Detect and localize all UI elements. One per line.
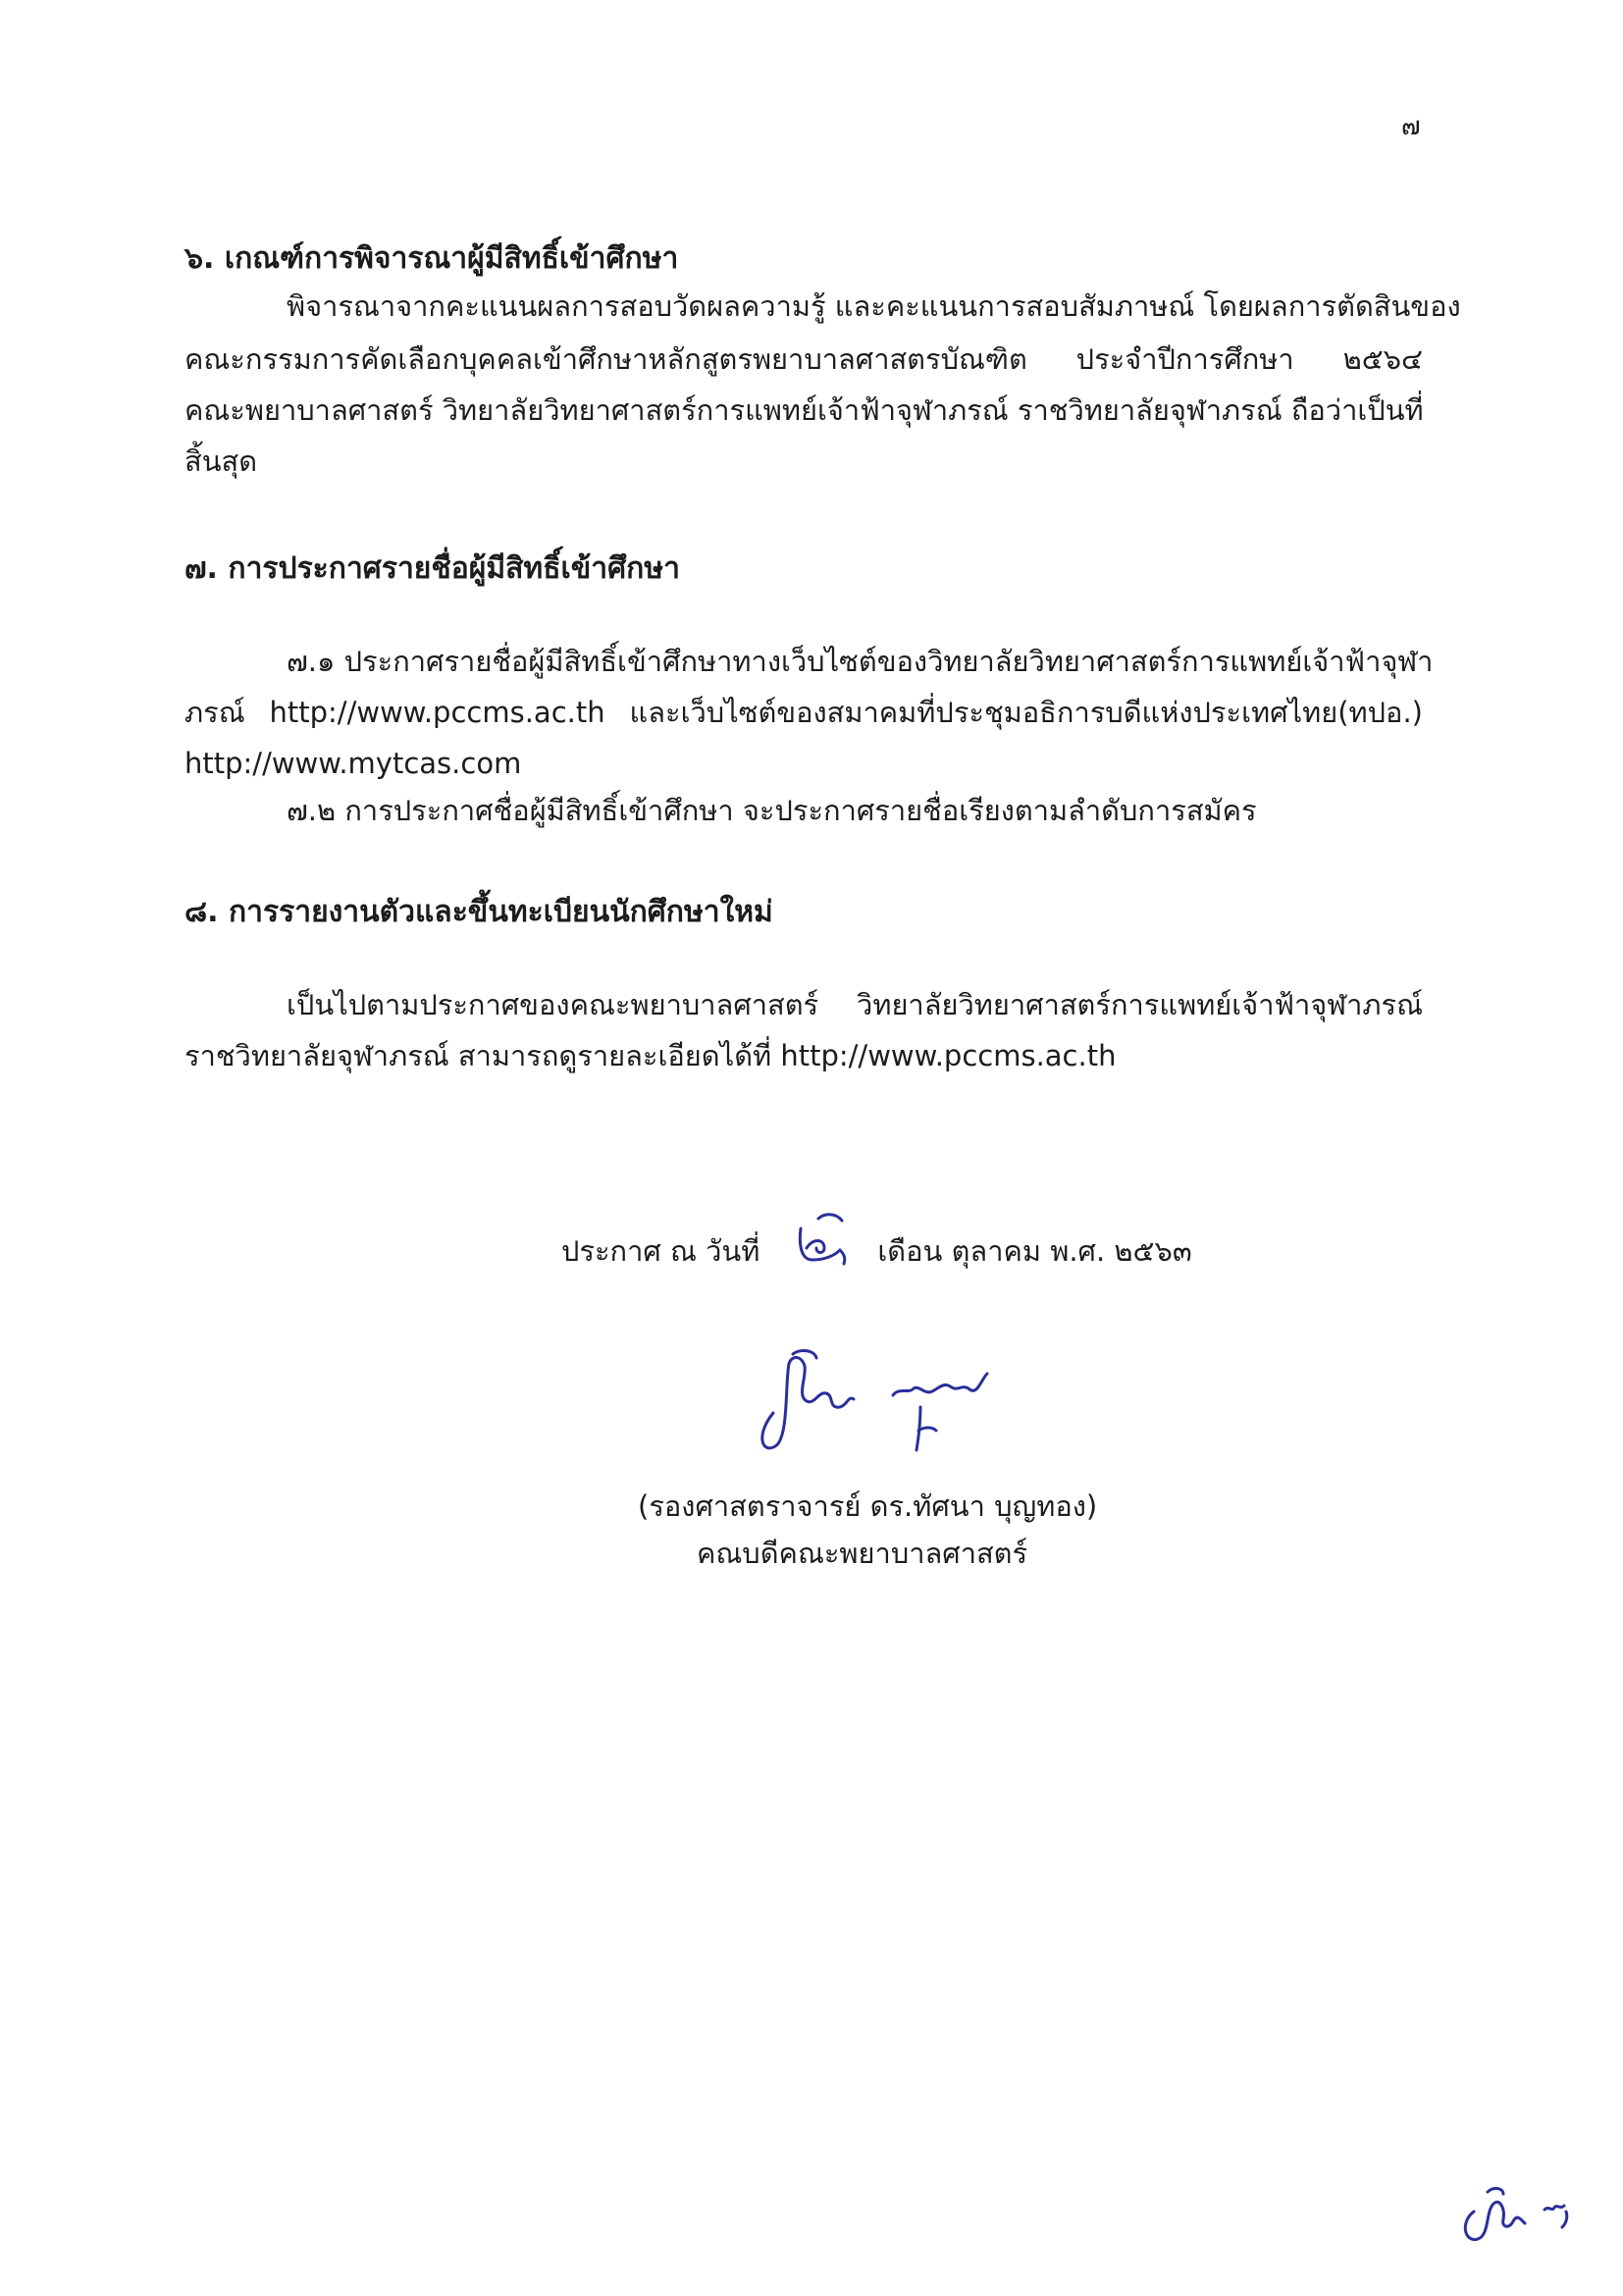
section-6-heading: ๖. เกณฑ์การพิจารณาผู้มีสิทธิ์เข้าศึกษา	[184, 241, 679, 276]
section-7-line-1: ๗.๑ ประกาศรายชื่อผู้มีสิทธิ์เข้าศึกษาทางเว็บไซต์ของวิทยาลัยวิทยาศาสตร์การแพทย์เจ้าฟ้าจุฬา	[287, 645, 1434, 678]
announcement-date	[561, 1228, 1192, 1274]
section-7-line-3: http://www.mytcas.com	[184, 747, 522, 780]
section-7-line-4: ๗.๒ การประกาศชื่อผู้มีสิทธิ์เข้าศึกษา จะประกาศรายชื่อเรียงตามลำดับการสมัคร	[287, 794, 1257, 827]
handwritten-initials	[1452, 2178, 1590, 2257]
signer-title: คณบดีคณะพยาบาลศาสตร์	[697, 1537, 1028, 1570]
signer-name: (รองศาสตราจารย์ ดร.ทัศนา บุญทอง)	[638, 1489, 1098, 1523]
handwritten-day	[785, 1209, 854, 1278]
section-8-line-2: ราชวิทยาลัยจุฬาภรณ์ สามารถดูรายละเอียดได้ที่ http://www.pccms.ac.th	[184, 1039, 1117, 1072]
announcement-suffix: เดือน ตุลาคม พ.ศ. ๒๕๖๓	[877, 1234, 1192, 1268]
section-6-line-2: คณะกรรมการคัดเลือกบุคคลเข้าศึกษาหลักสูตรพยาบาลศาสตรบัณฑิต ประจำปีการศึกษา ๒๕๖๔	[184, 342, 1423, 376]
section-7-line-2: ภรณ์ http://www.pccms.ac.th และเว็บไซต์ของสมาคมที่ประชุมอธิการบดีแห่งประเทศไทย(ทปอ.)	[184, 696, 1423, 729]
signature	[746, 1344, 1001, 1462]
section-6-line-3: คณะพยาบาลศาสตร์ วิทยาลัยวิทยาศาสตร์การแพทย์เจ้าฟ้าจุฬาภรณ์ ราชวิทยาลัยจุฬาภรณ์ ถือว่าเป็นที่	[184, 393, 1424, 427]
announcement-prefix: ประกาศ ณ วันที่	[561, 1234, 760, 1268]
page-number: ๗	[1401, 112, 1421, 141]
section-8-heading: ๘. การรายงานตัวและขึ้นทะเบียนนักศึกษาใหม่	[184, 895, 773, 929]
section-6-line-4: สิ้นสุด	[184, 444, 258, 478]
section-8-line-1: เป็นไปตามประกาศของคณะพยาบาลศาสตร์ วิทยาลัยวิทยาศาสตร์การแพทย์เจ้าฟ้าจุฬาภรณ์	[287, 988, 1423, 1021]
section-7-heading: ๗. การประกาศรายชื่อผู้มีสิทธิ์เข้าศึกษา	[184, 551, 680, 586]
section-6-line-1: พิจารณาจากคะแนนผลการสอบวัดผลความรู้ และคะแนนการสอบสัมภาษณ์ โดยผลการตัดสินของ	[287, 289, 1461, 323]
